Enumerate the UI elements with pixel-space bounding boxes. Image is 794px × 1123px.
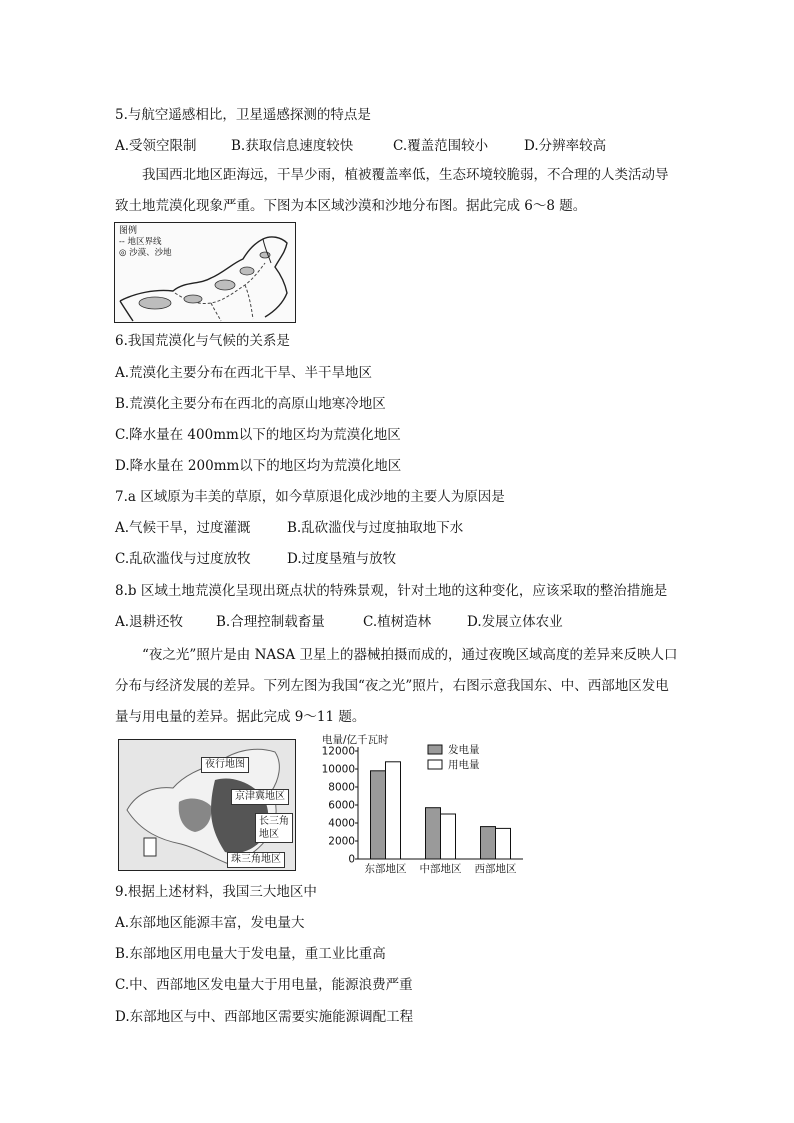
y-tick-label: 4000	[328, 817, 355, 830]
x-tick-label: 西部地区	[474, 863, 517, 875]
chart-bars	[371, 762, 511, 859]
legend-item-desert: ◎ 沙漠、沙地	[119, 248, 172, 258]
q6-option-d: D.降水量在 200mm以下的地区均为荒漠化地区	[115, 458, 402, 474]
y-tick-label: 2000	[328, 835, 355, 848]
legend-swatch	[428, 760, 442, 769]
q9-option-d: D.东部地区与中、西部地区需要实施能源调配工程	[115, 1009, 414, 1025]
legend-item-boundary: -- 地区界线	[119, 237, 162, 247]
chart-ylabel: 电量/亿千瓦时	[322, 734, 389, 746]
night-map-title: 夜行地图	[201, 757, 249, 773]
boundary-line-icon: --	[119, 237, 128, 247]
y-axis-ticks	[322, 746, 358, 866]
q7-option-a: A.气候干旱，过度灌溉	[115, 520, 251, 536]
q6-option-c: C.降水量在 400mm以下的地区均为荒漠化地区	[115, 427, 401, 443]
label-jingjinji: 京津冀地区	[231, 789, 289, 805]
desert-distribution-map	[114, 222, 296, 323]
q9-stem: 9.根据上述材料，我国三大地区中	[115, 884, 317, 900]
intro-paragraph-night-light: “夜之光”照片是由 NASA 卫星上的器械拍摄而成的，通过夜晚区域高度的差异来反映人口分布与经济发展的差异。下列左图为我国“夜之光”照片，右图示意我国东、中、西部地区发电量与用电量的差异。据此完成 9～11 题。	[115, 647, 678, 725]
y-tick-label: 8000	[328, 781, 355, 794]
bar-consumption	[441, 814, 456, 859]
legend-swatch	[428, 745, 442, 754]
bar-consumption	[386, 762, 401, 859]
q8-option-b: B.合理控制载畜量	[216, 614, 325, 630]
q9-option-c: C.中、西部地区发电量大于用电量，能源浪费严重	[115, 977, 413, 993]
q7-option-b: B.乱砍滥伐与过度抽取地下水	[287, 520, 464, 536]
map-outline	[115, 223, 295, 322]
q6-option-b: B.荒漠化主要分布在西北的高原山地寒冷地区	[115, 396, 386, 412]
legend-label: 用电量	[448, 759, 480, 771]
q7-option-d: D.过度垦殖与放牧	[287, 551, 397, 567]
q8-option-a: A.退耕还牧	[115, 614, 184, 630]
electricity-bar-chart	[318, 731, 528, 881]
y-tick-label: 0	[348, 853, 355, 866]
bar-consumption	[496, 828, 511, 859]
intro-paragraph-desertification: 我国西北地区距海远，干旱少雨，植被覆盖率低，生态环境较脆弱，不合理的人类活动导致土地荒漠化现象严重。下图为本区域沙漠和沙地分布图。据此完成 6～8 题。	[115, 167, 669, 214]
q5-option-c: C.覆盖范围较小	[393, 138, 489, 154]
q6-stem: 6.我国荒漠化与气候的关系是	[115, 333, 290, 349]
q5-option-d: D.分辨率较高	[524, 138, 607, 154]
label-pearl-delta: 珠三角地区	[227, 852, 285, 868]
x-axis-labels	[365, 862, 517, 875]
legend-title: 图例	[119, 226, 138, 236]
y-tick-label: 12000	[321, 745, 355, 758]
bar-generation	[426, 808, 441, 859]
q9-option-b: B.东部地区用电量大于发电量，重工业比重高	[115, 946, 386, 962]
q7-option-c: C.乱砍滥伐与过度放牧	[115, 551, 251, 567]
x-tick-label: 东部地区	[364, 863, 407, 875]
night-light-map	[118, 739, 296, 871]
q5-option-a: A.受领空限制	[115, 138, 197, 154]
q9-option-a: A.东部地区能源丰富，发电量大	[115, 915, 305, 931]
bar-generation	[371, 771, 386, 859]
q8-option-c: C.植树造林	[363, 614, 432, 630]
y-tick-label: 10000	[321, 763, 355, 776]
desert-symbol-icon: ◎	[119, 248, 130, 258]
legend-label: 发电量	[448, 744, 480, 756]
q7-stem: 7.a 区域原为丰美的草原，如今草原退化成沙地的主要人为原因是	[115, 489, 505, 505]
q8-option-d: D.发展立体农业	[467, 614, 563, 630]
q8-stem: 8.b 区域土地荒漠化呈现出斑点状的特殊景观，针对土地的这种变化，应该采取的整治措施是	[115, 583, 668, 599]
label-yangtze-delta: 长三角地区	[255, 813, 293, 843]
q5-stem: 5.与航空遥感相比，卫星遥感探测的特点是	[115, 107, 371, 123]
x-tick-label: 中部地区	[419, 863, 462, 875]
q6-option-a: A.荒漠化主要分布在西北干旱、半干旱地区	[115, 365, 373, 381]
q5-option-b: B.获取信息速度较快	[231, 138, 354, 154]
bar-generation	[481, 827, 496, 859]
chart-legend	[428, 743, 480, 771]
y-tick-label: 6000	[328, 799, 355, 812]
